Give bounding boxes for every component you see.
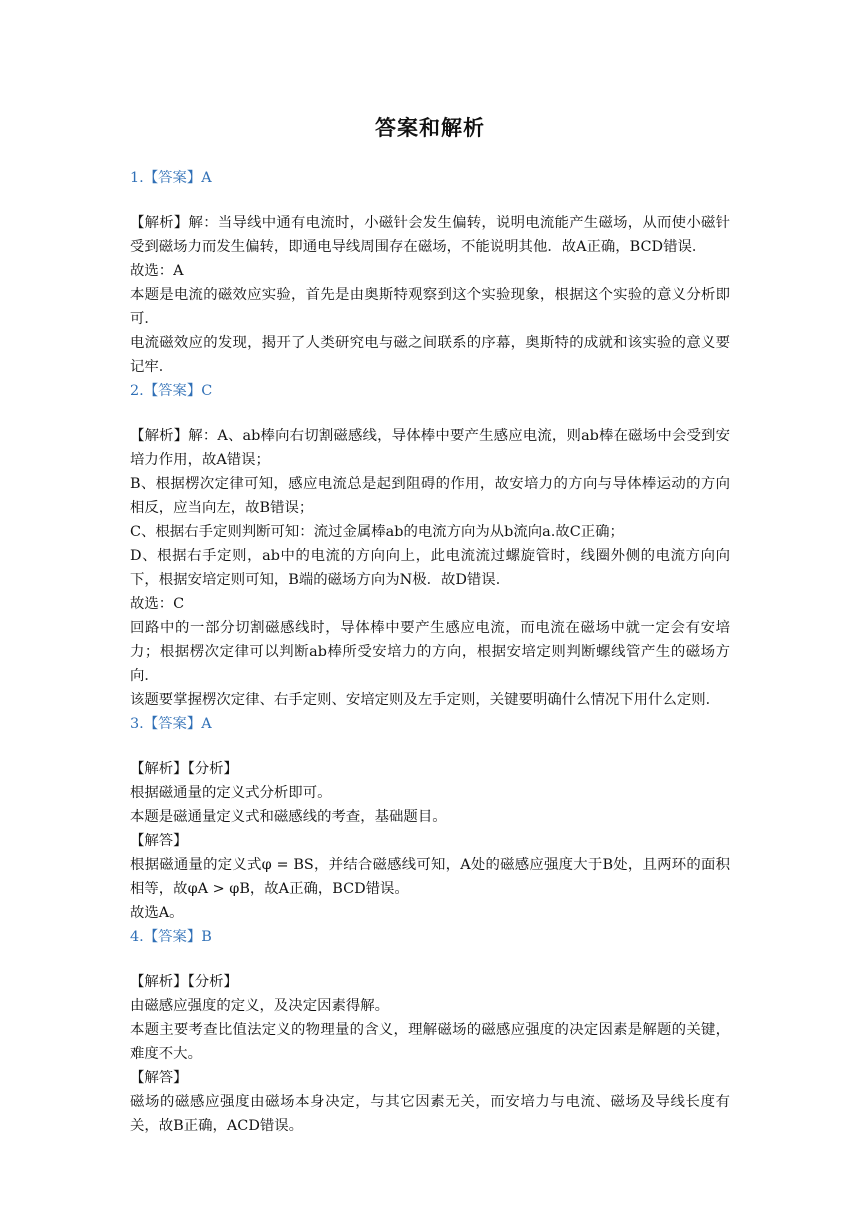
q3-analysis: 根据磁通量的定义式分析即可。 [130, 785, 332, 801]
q4-summary: 本题主要考查比值法定义的物理量的含义，理解磁场的磁感应强度的决定因素是解题的关键，难度不大。 [130, 1022, 730, 1062]
q1-answer: 1.【答案】A [130, 170, 212, 186]
q2-option-b: B、根据楞次定律可知，感应电流总是起到阻碍的作用，故安培力的方向与导体棒运动的方向相反，应当向左，故B错误； [130, 476, 730, 516]
q1-choice: 故选：A [130, 263, 184, 279]
q3-answer: 3.【答案】A [130, 716, 212, 732]
answers-content [130, 166, 730, 1138]
q3-solution-heading: 【解答】 [130, 833, 188, 849]
q4-analysis: 由磁感应强度的定义，及决定因素得解。 [130, 998, 390, 1014]
q1-summary: 本题是电流的磁效应实验，首先是由奥斯特观察到这个实验现象，根据这个实验的意义分析即可． [130, 287, 730, 327]
q3-solution: 根据磁通量的定义式φ = BS，并结合磁感线可知，A处的磁感应强度大于B处，且两环的面积相等，故φA > φB，故A正确，BCD错误。 [130, 857, 730, 897]
q2-option-c: C、根据右手定则判断可知：流过金属棒ab的电流方向为从b流向a.故C正确； [130, 524, 624, 540]
q3-analysis-heading: 【解析】【分析】 [130, 761, 238, 777]
q2-option-a: 【解析】解：A、ab棒向右切割磁感线，导体棒中要产生感应电流，则ab棒在磁场中会受到安培力作用，故A错误； [130, 428, 730, 468]
q1-analysis: 【解析】解：当导线中通有电流时，小磁针会发生偏转，说明电流能产生磁场，从而使小磁针受到磁场力而发生偏转，即通电导线周围存在磁场，不能说明其他．故A正确，BCD错误． [130, 215, 730, 255]
q2-option-d: D、根据右手定则，ab中的电流的方向向上，此电流流过螺旋管时，线圈外侧的电流方向向下，根据安培定则可知，B端的磁场方向为N极．故D错误． [130, 548, 730, 588]
q4-analysis-heading: 【解析】【分析】 [130, 974, 238, 990]
q3-summary: 本题是磁通量定义式和磁感线的考查，基础题目。 [130, 809, 447, 825]
q2-comment: 该题要掌握楞次定律、右手定则、安培定则及左手定则，关键要明确什么情况下用什么定则． [130, 692, 721, 708]
q1-comment: 电流磁效应的发现，揭开了人类研究电与磁之间联系的序幕，奥斯特的成就和该实验的意义要记牢． [130, 335, 730, 375]
q4-solution: 磁场的磁感应强度由磁场本身决定，与其它因素无关，而安培力与电流、磁场及导线长度有关，故B正确，ACD错误。 [130, 1094, 730, 1134]
q2-answer: 2.【答案】C [130, 383, 213, 399]
q4-solution-heading: 【解答】 [130, 1070, 188, 1086]
q3-choice: 故选A。 [130, 905, 184, 921]
page-title: 答案和解析 [375, 115, 485, 140]
q2-summary: 回路中的一部分切割磁感线时，导体棒中要产生感应电流，而电流在磁场中就一定会有安培力；根据楞次定律可以判断ab棒所受安培力的方向，根据安培定则判断螺线管产生的磁场方向． [130, 620, 730, 684]
q2-choice: 故选：C [130, 596, 185, 612]
q4-answer: 4.【答案】B [130, 929, 212, 945]
